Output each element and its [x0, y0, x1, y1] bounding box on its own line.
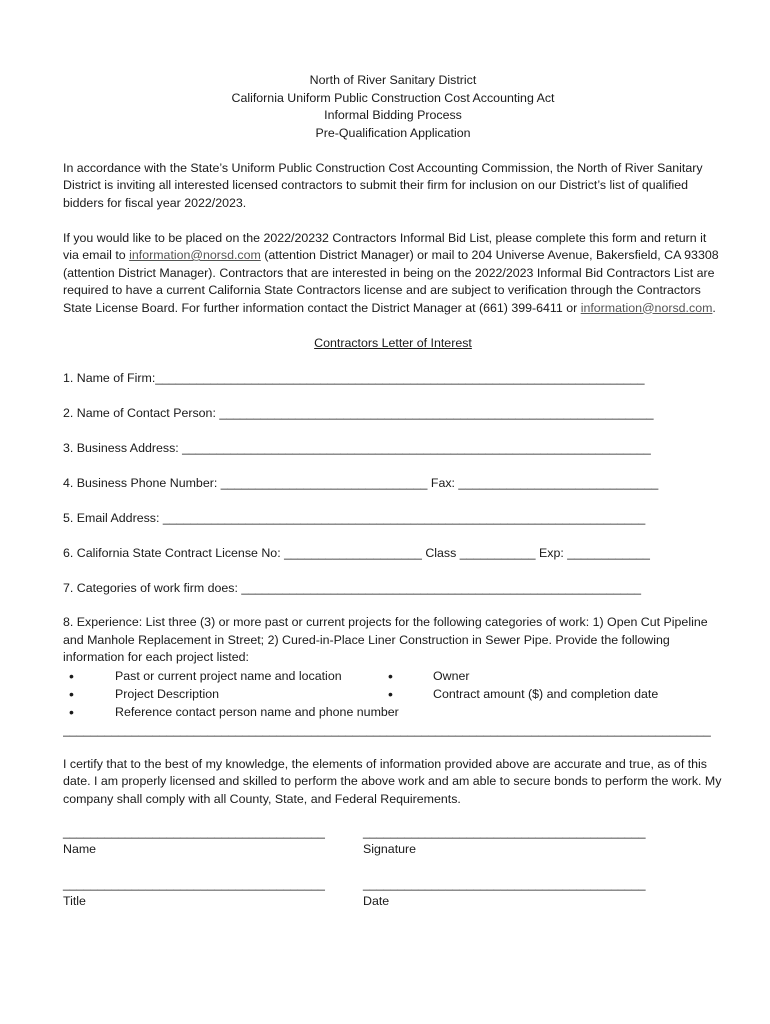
process-title: Informal Bidding Process — [324, 108, 462, 122]
date-label: Date — [363, 894, 390, 908]
instructions-text-2: (attention District Manager) or mail to 204 Universe Avenue, Bakersfield, CA 93308 (attention District Manager). Contractors that are interested in being on the 2022/2023 Informal Bid Contractors List are required to have a current California State Contractors license and are subject to verification through the Contractors State License Board. For further information contact the District Manager at (661) 399-6411 or — [63, 248, 719, 315]
certification-paragraph: I certify that to the best of my knowledge, the elements of information provided above are accurate and true, as of this date. I am properly licensed and skilled to perform the above work and am able to secure bonds to perform the work. My company shall comply with all County, State, and Federal Requirements. — [63, 756, 722, 806]
email-address-field[interactable]: 5. Email Address: ______________________________________________________________________ — [63, 511, 646, 525]
bullet-icon: • — [69, 685, 74, 702]
email-link-2[interactable]: information@norsd.com — [580, 300, 713, 315]
intro-paragraph: In accordance with the State’s Uniform Public Construction Cost Accounting Commission, the North of River Sanitary District is inviting all interested licensed contractors to submit their firm for inclusion on our District’s list of qualified bidders for fiscal year 2022/2023. — [63, 160, 703, 210]
bullet-item: Past or current project name and location — [115, 668, 342, 683]
bullet-row-3 — [63, 703, 723, 721]
district-name: North of River Sanitary District — [309, 73, 477, 87]
date-line[interactable]: _________________________________________ — [363, 877, 646, 891]
business-address-field[interactable]: 3. Business Address: ____________________________________________________________________ — [63, 441, 651, 455]
signature-block-1 — [63, 824, 723, 876]
document-header — [63, 72, 723, 142]
bullet-item: Contract amount ($) and completion date — [433, 686, 659, 701]
bullet-item: Reference contact person name and phone number — [115, 704, 399, 719]
bullet-item: Owner — [433, 668, 470, 683]
instructions-text-3: . — [712, 300, 716, 315]
instructions-paragraph — [63, 230, 723, 318]
name-label: Name — [63, 842, 97, 856]
work-categories-field[interactable]: 7. Categories of work firm does: __________________________________________________________ — [63, 581, 642, 595]
experience-bullet-list — [63, 667, 723, 721]
experience-answer-line[interactable]: ______________________________________________________________________________________________ — [63, 722, 711, 737]
bullet-icon: • — [69, 703, 74, 720]
contact-person-field[interactable]: 2. Name of Contact Person: _______________________________________________________________ — [63, 406, 654, 420]
bullet-item: Project Description — [115, 686, 219, 701]
application-title: Pre-Qualification Application — [315, 125, 471, 140]
bullet-row-2 — [63, 685, 723, 703]
experience-paragraph: 8. Experience: List three (3) or more past or current projects for the following categories of work: 1) Open Cut Pipeline and Manhole Replacement in Street; 2) Cured-in-Place Liner Construction in Sewer Pipe. Provide the following information for each project listed: — [63, 615, 708, 664]
bullet-row-1 — [63, 667, 723, 685]
phone-fax-field[interactable]: 4. Business Phone Number: ______________________________ Fax: _____________________________ — [63, 476, 659, 490]
email-link-1[interactable]: information@norsd.com — [129, 248, 261, 262]
title-label: Title — [63, 894, 86, 908]
signature-line[interactable]: _________________________________________ — [363, 825, 646, 839]
firm-name-field[interactable]: 1. Name of Firm:_______________________________________________________________________ — [63, 371, 645, 385]
signature-label: Signature — [363, 842, 417, 856]
section-title: Contractors Letter of Interest — [314, 335, 472, 350]
instructions-text-1: If you would like to be placed on the 2022/20232 Contractors Informal Bid List, please complete this form and return it via email to — [63, 230, 707, 262]
title-line[interactable]: ______________________________________ — [63, 877, 325, 891]
bullet-icon: • — [388, 667, 393, 684]
bullet-icon: • — [69, 667, 74, 684]
document-page — [63, 72, 723, 928]
signature-block-2 — [63, 876, 723, 928]
bullet-icon: • — [388, 685, 393, 702]
name-line[interactable]: ______________________________________ — [63, 825, 325, 839]
license-field[interactable]: 6. California State Contract License No: ____________________ Class ___________ Exp: ____________ — [63, 546, 650, 560]
act-title: California Uniform Public Construction Cost Accounting Act — [231, 90, 555, 105]
